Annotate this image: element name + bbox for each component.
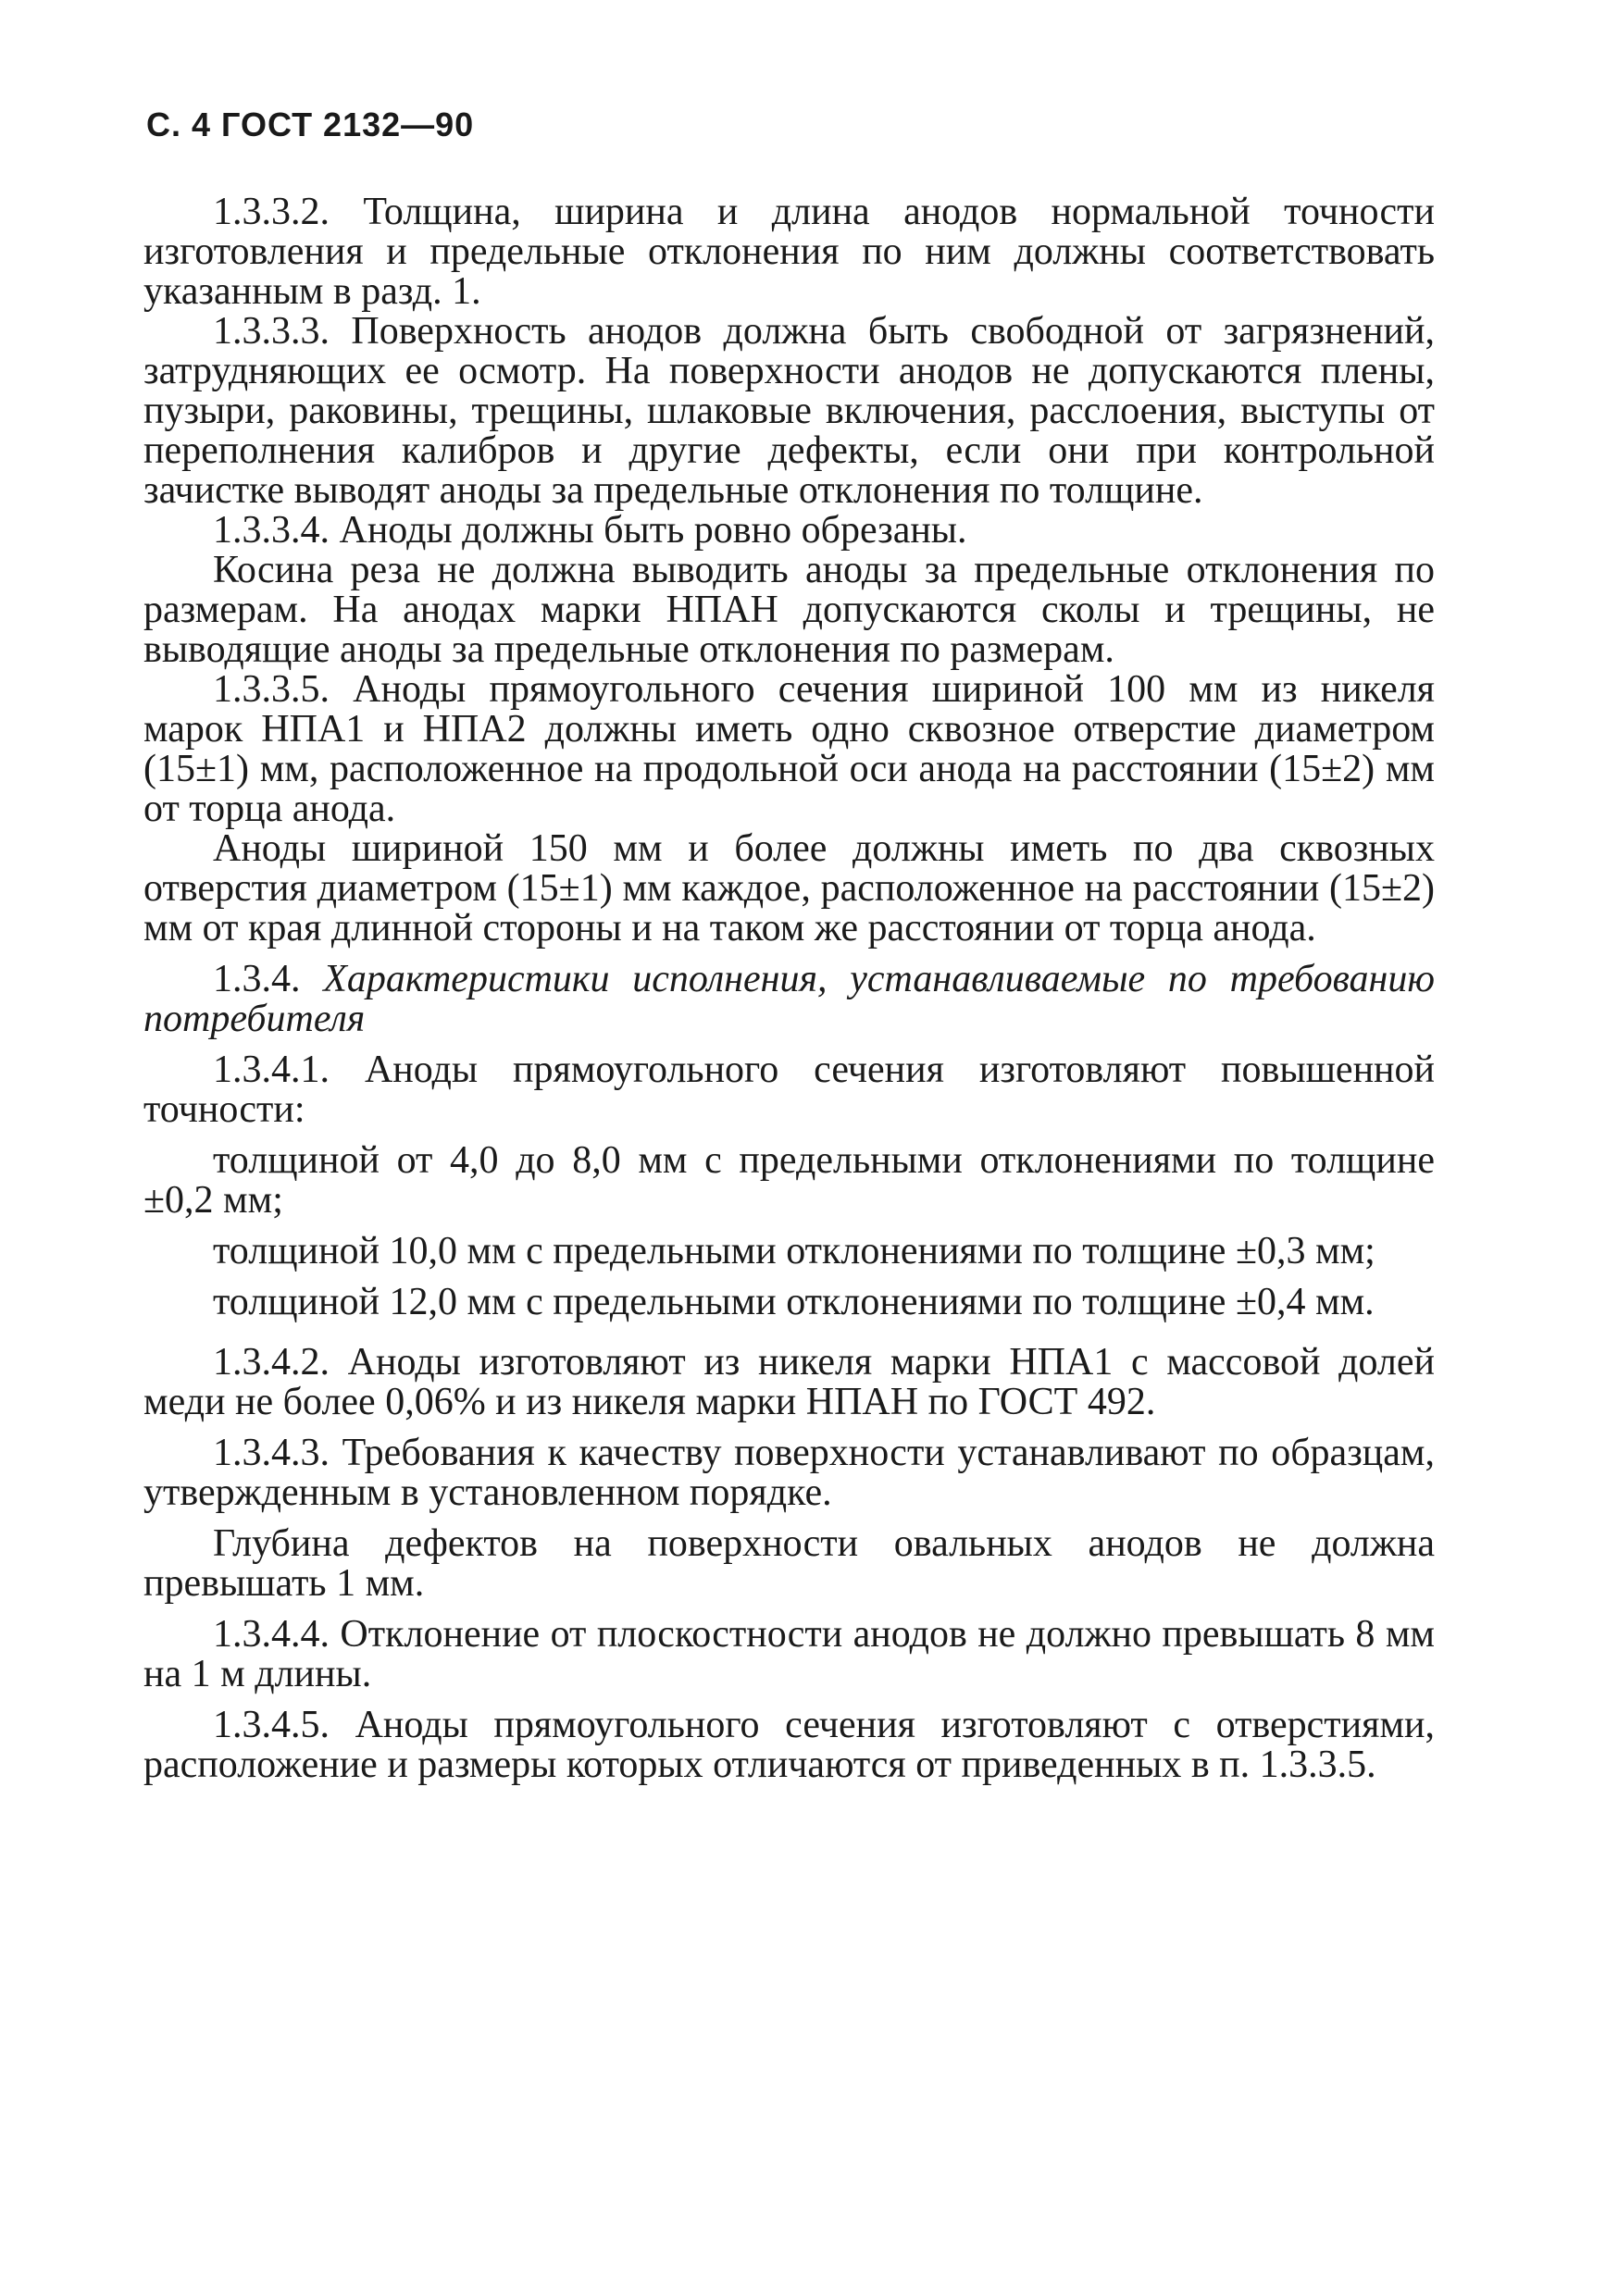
paragraph-1-3-4-3: 1.3.4.3. Требования к качеству поверхности устанавливают по образцам, утвержденным в установленном порядке.: [143, 1432, 1435, 1514]
section-title: Характеристики исполнения, устанавливаемые по требованию потребителя: [143, 958, 1435, 1040]
paragraph-1-3-4-1: 1.3.4.1. Аноды прямоугольного сечения изготовляют повышенной точности:: [143, 1049, 1435, 1131]
paragraph-1-3-3-4: 1.3.3.4. Аноды должны быть ровно обрезаны.: [213, 509, 967, 552]
paragraph-cut-skew: Косина реза не должна выводить аноды за предельные отклонения по размерам. На анодах марки НПАН допускаются сколы и трещины, не выводящие аноды за предельные отклонения по размерам.: [143, 549, 1435, 671]
paragraph-thickness-12: толщиной 12,0 мм с предельными отклонениями по толщине ±0,4 мм.: [213, 1281, 1375, 1323]
section-number: 1.3.4.: [213, 958, 324, 1000]
paragraph-1-3-4-4: 1.3.4.4. Отклонение от плоскостности анодов не должно превышать 8 мм на 1 м длины.: [143, 1613, 1435, 1695]
paragraph-defect-depth: Глубина дефектов на поверхности овальных анодов не должна превышать 1 мм.: [143, 1522, 1435, 1605]
paragraph-1-3-4-heading: [143, 960, 1435, 1039]
paragraph-thickness-10: толщиной 10,0 мм с предельными отклонениями по толщине ±0,3 мм;: [213, 1230, 1375, 1272]
paragraph-1-3-4-2: 1.3.4.2. Аноды изготовляют из никеля марки НПА1 с массовой долей меди не более 0,06% и из никеля марки НПАН по ГОСТ 492.: [143, 1341, 1435, 1423]
paragraph-1-3-3-2: 1.3.3.2. Толщина, ширина и длина анодов нормальной точности изготовления и предельные отклонения по ним должны соответствовать указанным в разд. 1.: [143, 191, 1435, 313]
page-header: С. 4 ГОСТ 2132—90: [146, 105, 475, 143]
document-body: [143, 192, 1435, 1785]
paragraph-1-3-3-3: 1.3.3.3. Поверхность анодов должна быть свободной от загрязнений, затрудняющих ее осмотр. На поверхности анодов не допускаются плены, пузыри, раковины, трещины, шлаковые включения, расслоения, выступы от переполнения калибров и другие дефекты, если они при контрольной зачистке выводят аноды за предельные отклонения по толщине.: [143, 310, 1435, 512]
paragraph-thickness-4-8: толщиной от 4,0 до 8,0 мм с предельными отклонениями по толщине ±0,2 мм;: [143, 1139, 1435, 1222]
paragraph-wide-anodes: Аноды шириной 150 мм и более должны иметь по два сквозных отверстия диаметром (15±1) мм каждое, расположенное на расстоянии (15±2) мм от края длинной стороны и на таком же расстоянии от торца анода.: [143, 827, 1435, 949]
paragraph-1-3-3-5: 1.3.3.5. Аноды прямоугольного сечения шириной 100 мм из никеля марок НПА1 и НПА2 должны иметь одно сквозное отверстие диаметром (15±1) мм, расположенное на продольной оси анода на расстоянии (15±2) мм от торца анода.: [143, 668, 1435, 830]
paragraph-1-3-4-5: 1.3.4.5. Аноды прямоугольного сечения изготовляют с отверстиями, расположение и размеры которых отличаются от приведенных в п. 1.3.3.5.: [143, 1704, 1435, 1786]
